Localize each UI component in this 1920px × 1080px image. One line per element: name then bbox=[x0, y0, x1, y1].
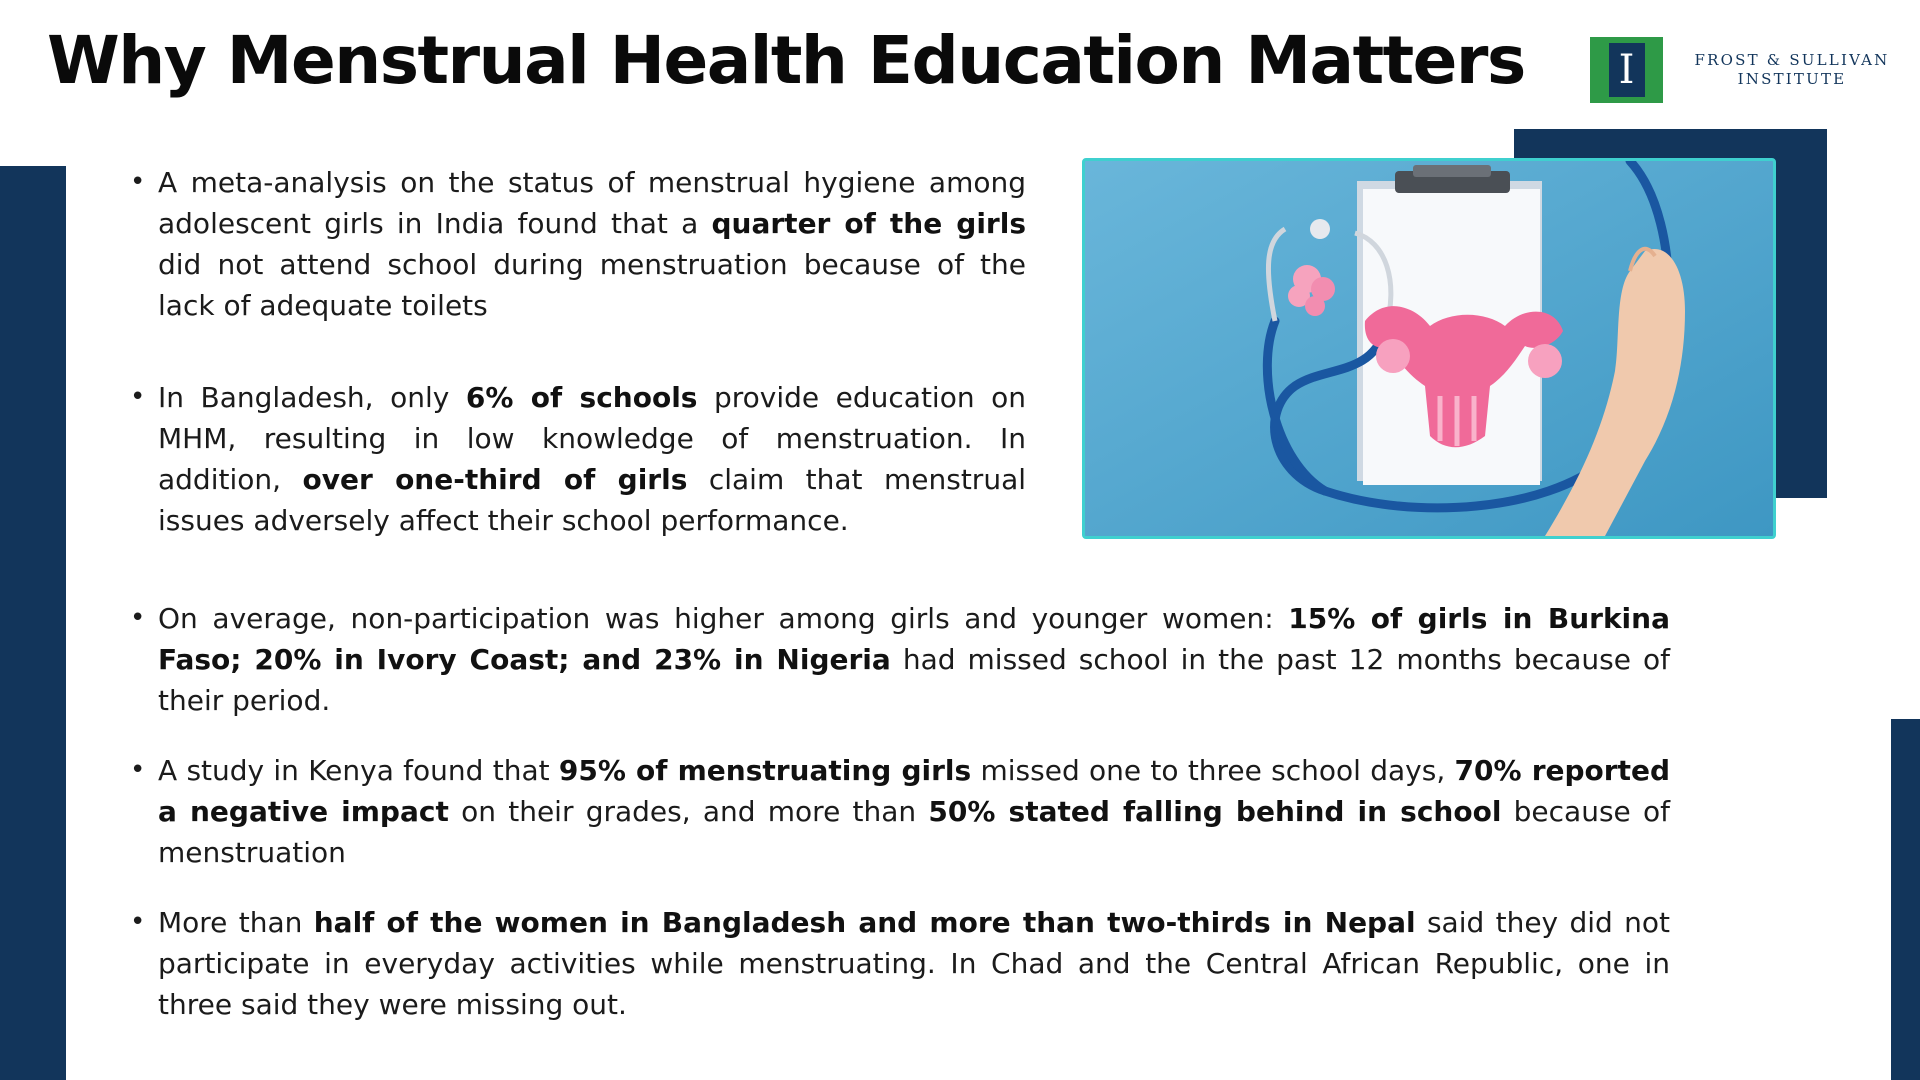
bullet-list-4 bbox=[130, 750, 1670, 873]
bullet-item bbox=[130, 162, 1026, 326]
left-accent-bar bbox=[0, 166, 66, 1080]
bold-text: 70% reported a negative impact bbox=[158, 754, 1670, 828]
text-run: claim that menstrual issues adversely affect their school performance. bbox=[158, 463, 1027, 537]
bold-text: over one-third of girls bbox=[302, 463, 688, 496]
logo-line-1: FROST & SULLIVAN bbox=[1694, 51, 1890, 69]
bullet-item bbox=[130, 902, 1670, 1025]
bullet-item bbox=[130, 598, 1670, 721]
text-run: missed one to three school days, bbox=[971, 754, 1455, 787]
text-run: On average, non-participation was higher among girls and younger women: bbox=[158, 602, 1289, 635]
text-run: provide education on MHM, resulting in low knowledge of menstruation. In addition, bbox=[158, 381, 1026, 496]
stethoscope-clipboard-uterus-illustration bbox=[1085, 161, 1773, 536]
logo-mark-letter: I bbox=[1609, 43, 1645, 97]
frost-sullivan-logo bbox=[1590, 37, 1915, 105]
logo-line-2: INSTITUTE bbox=[1737, 70, 1847, 88]
bullet-list-5 bbox=[130, 902, 1670, 1025]
text-run: A meta-analysis on the status of menstrual hygiene among adolescent girls in India found that a bbox=[158, 166, 1026, 240]
bold-text: half of the women in Bangladesh and more than two-thirds in Nepal bbox=[313, 906, 1416, 939]
page-title: Why Menstrual Health Education Matters bbox=[47, 22, 1525, 99]
text-run: said they did not participate in everyday activities while menstruating. In Chad and the Central African Republic, one in three said they were missing out. bbox=[158, 906, 1670, 1021]
text-run: In Bangladesh, only bbox=[158, 381, 466, 414]
right-accent-bar bbox=[1891, 719, 1920, 1080]
bullet-list-1 bbox=[130, 162, 1026, 326]
bold-text: 50% stated falling behind in school bbox=[928, 795, 1502, 828]
bullet-item bbox=[130, 750, 1670, 873]
logo-mark bbox=[1590, 37, 1663, 103]
text-run: had missed school in the past 12 months because of their period. bbox=[158, 643, 1670, 717]
logo-wordmark bbox=[1672, 51, 1912, 89]
bold-text: 95% of menstruating girls bbox=[558, 754, 972, 787]
text-run: More than bbox=[158, 906, 314, 939]
text-run: A study in Kenya found that bbox=[158, 754, 559, 787]
text-run: because of menstruation bbox=[158, 795, 1670, 869]
text-run: on their grades, and more than bbox=[448, 795, 929, 828]
bold-text: 6% of schools bbox=[465, 381, 698, 414]
bullet-list-2 bbox=[130, 377, 1026, 541]
bold-text: 15% of girls in Burkina Faso; 20% in Ivory Coast; and 23% in Nigeria bbox=[158, 602, 1670, 676]
bullet-list-3 bbox=[130, 598, 1670, 721]
photo-frame bbox=[1082, 158, 1776, 539]
text-run: did not attend school during menstruation because of the lack of adequate toilets bbox=[158, 248, 1026, 322]
bold-text: quarter of the girls bbox=[711, 207, 1027, 240]
bullet-item bbox=[130, 377, 1026, 541]
